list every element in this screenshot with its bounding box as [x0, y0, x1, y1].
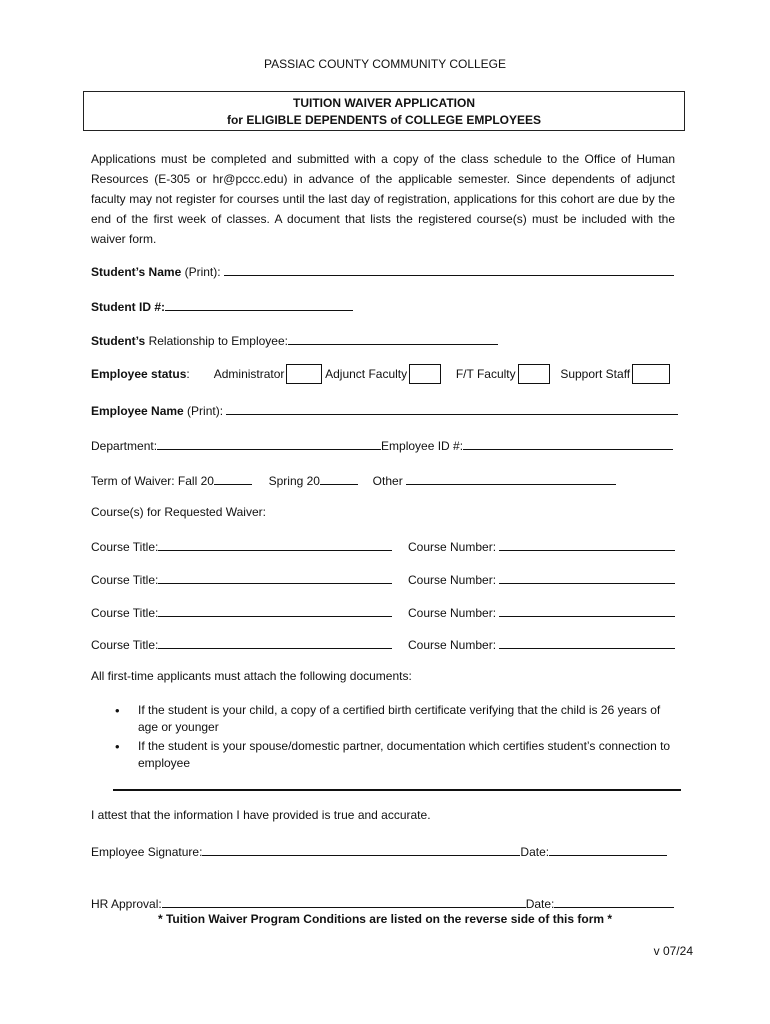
employee-id-field[interactable] — [463, 437, 673, 450]
option-administrator-label: Administrator — [213, 367, 285, 381]
course-number-row — [408, 538, 675, 554]
student-id-row — [91, 298, 353, 314]
course-number-field[interactable] — [499, 636, 675, 649]
course-number-label: Course Number: — [408, 606, 500, 620]
intro-paragraph: Applications must be completed and submitted with a copy of the class schedule to the Office of Human Resources (E-305 or hr@pccc.edu) in advance of the applicable semester. Since dependents of adjunct faculty may not register for courses until the last day of registration, applications for this cohort are due by the end of the first week of classes. A document that lists the registered course(s) must be included with the waiver form. — [91, 152, 675, 246]
department-label: Department: — [91, 439, 158, 453]
course-title-field[interactable] — [158, 538, 392, 551]
term-spring-label: Spring 20 — [268, 474, 320, 488]
employee-status-colon: : — [186, 367, 190, 381]
documents-list — [113, 702, 673, 774]
list-item: • If the student is your spouse/domestic partner, documentation which certifies student’s connection to employee — [113, 738, 673, 772]
hr-approval-field[interactable] — [162, 895, 526, 908]
college-name: PASSIAC COUNTY COMMUNITY COLLEGE — [263, 57, 507, 71]
student-name-row — [91, 263, 674, 279]
student-id-label: Student ID #: — [91, 300, 165, 314]
course-number-row — [408, 571, 675, 587]
course-title-field[interactable] — [158, 636, 392, 649]
attest-statement: I attest that the information I have provided is true and accurate. — [91, 808, 431, 822]
section-divider — [113, 789, 681, 791]
course-row — [91, 538, 392, 554]
support-staff-checkbox[interactable] — [632, 364, 670, 384]
option-ft-faculty-label: F/T Faculty — [455, 367, 516, 381]
course-title-label: Course Title: — [91, 540, 159, 554]
courses-heading: Course(s) for Requested Waiver: — [91, 505, 266, 519]
documents-heading: All first-time applicants must attach the following documents: — [91, 669, 412, 683]
course-row — [91, 571, 392, 587]
course-number-row — [408, 636, 675, 652]
form-title: TUITION WAIVER APPLICATION — [293, 96, 475, 110]
employee-name-label: Employee Name — [91, 404, 184, 418]
conditions-note: * Tuition Waiver Program Conditions are listed on the reverse side of this form * — [157, 912, 613, 926]
student-name-label: Student’s Name — [91, 265, 182, 279]
form-title-box — [83, 91, 685, 131]
adjunct-faculty-checkbox[interactable] — [409, 364, 441, 384]
relationship-field[interactable] — [288, 332, 498, 345]
course-row — [91, 604, 392, 620]
option-adjunct-faculty-label: Adjunct Faculty — [325, 367, 408, 381]
course-number-row — [408, 604, 675, 620]
form-version: v 07/24 — [653, 944, 693, 958]
course-number-field[interactable] — [499, 604, 675, 617]
hr-approval-row — [91, 895, 674, 911]
option-support-staff-label: Support Staff — [560, 367, 631, 381]
term-spring-field[interactable] — [320, 472, 358, 485]
employee-id-label: Employee ID #: — [381, 439, 464, 453]
list-item: • If the student is your child, a copy of a certified birth certificate verifying that the child is 26 years of age or younger — [113, 702, 673, 736]
course-title-field[interactable] — [158, 604, 392, 617]
course-title-label: Course Title: — [91, 606, 159, 620]
relationship-label: Relationship to Employee: — [145, 334, 288, 348]
employee-name-print-label: (Print): — [183, 404, 227, 418]
signature-row — [91, 843, 667, 859]
signature-date-field[interactable] — [549, 843, 667, 856]
hr-approval-label: HR Approval: — [91, 897, 162, 911]
course-number-field[interactable] — [499, 538, 675, 551]
student-name-print-label: (Print): — [181, 265, 224, 279]
department-field[interactable] — [157, 437, 381, 450]
course-number-label: Course Number: — [408, 638, 500, 652]
employee-status-row — [91, 364, 670, 384]
relationship-row — [91, 332, 498, 348]
course-number-label: Course Number: — [408, 573, 500, 587]
administrator-checkbox[interactable] — [286, 364, 322, 384]
term-other-label: Other — [372, 474, 407, 488]
employee-name-row — [91, 402, 678, 418]
ft-faculty-checkbox[interactable] — [518, 364, 550, 384]
department-row — [91, 437, 673, 453]
course-title-label: Course Title: — [91, 638, 159, 652]
employee-status-label: Employee status — [91, 367, 187, 381]
course-title-field[interactable] — [158, 571, 392, 584]
form-subtitle: for ELIGIBLE DEPENDENTS of COLLEGE EMPLOYEES — [226, 113, 542, 127]
hr-date-label: Date: — [525, 897, 555, 911]
course-title-label: Course Title: — [91, 573, 159, 587]
student-id-field[interactable] — [165, 298, 353, 311]
term-row — [91, 472, 616, 488]
course-number-field[interactable] — [499, 571, 675, 584]
employee-signature-field[interactable] — [202, 843, 520, 856]
hr-date-field[interactable] — [554, 895, 674, 908]
course-row — [91, 636, 392, 652]
course-number-label: Course Number: — [408, 540, 500, 554]
term-other-field[interactable] — [406, 472, 616, 485]
relationship-student-label: Student’s — [91, 334, 146, 348]
term-fall-field[interactable] — [214, 472, 252, 485]
signature-date-label: Date: — [520, 845, 550, 859]
employee-signature-label: Employee Signature: — [91, 845, 203, 859]
employee-name-field[interactable] — [226, 402, 678, 415]
student-name-field[interactable] — [224, 263, 674, 276]
term-fall-label: Term of Waiver: Fall 20 — [91, 474, 214, 488]
